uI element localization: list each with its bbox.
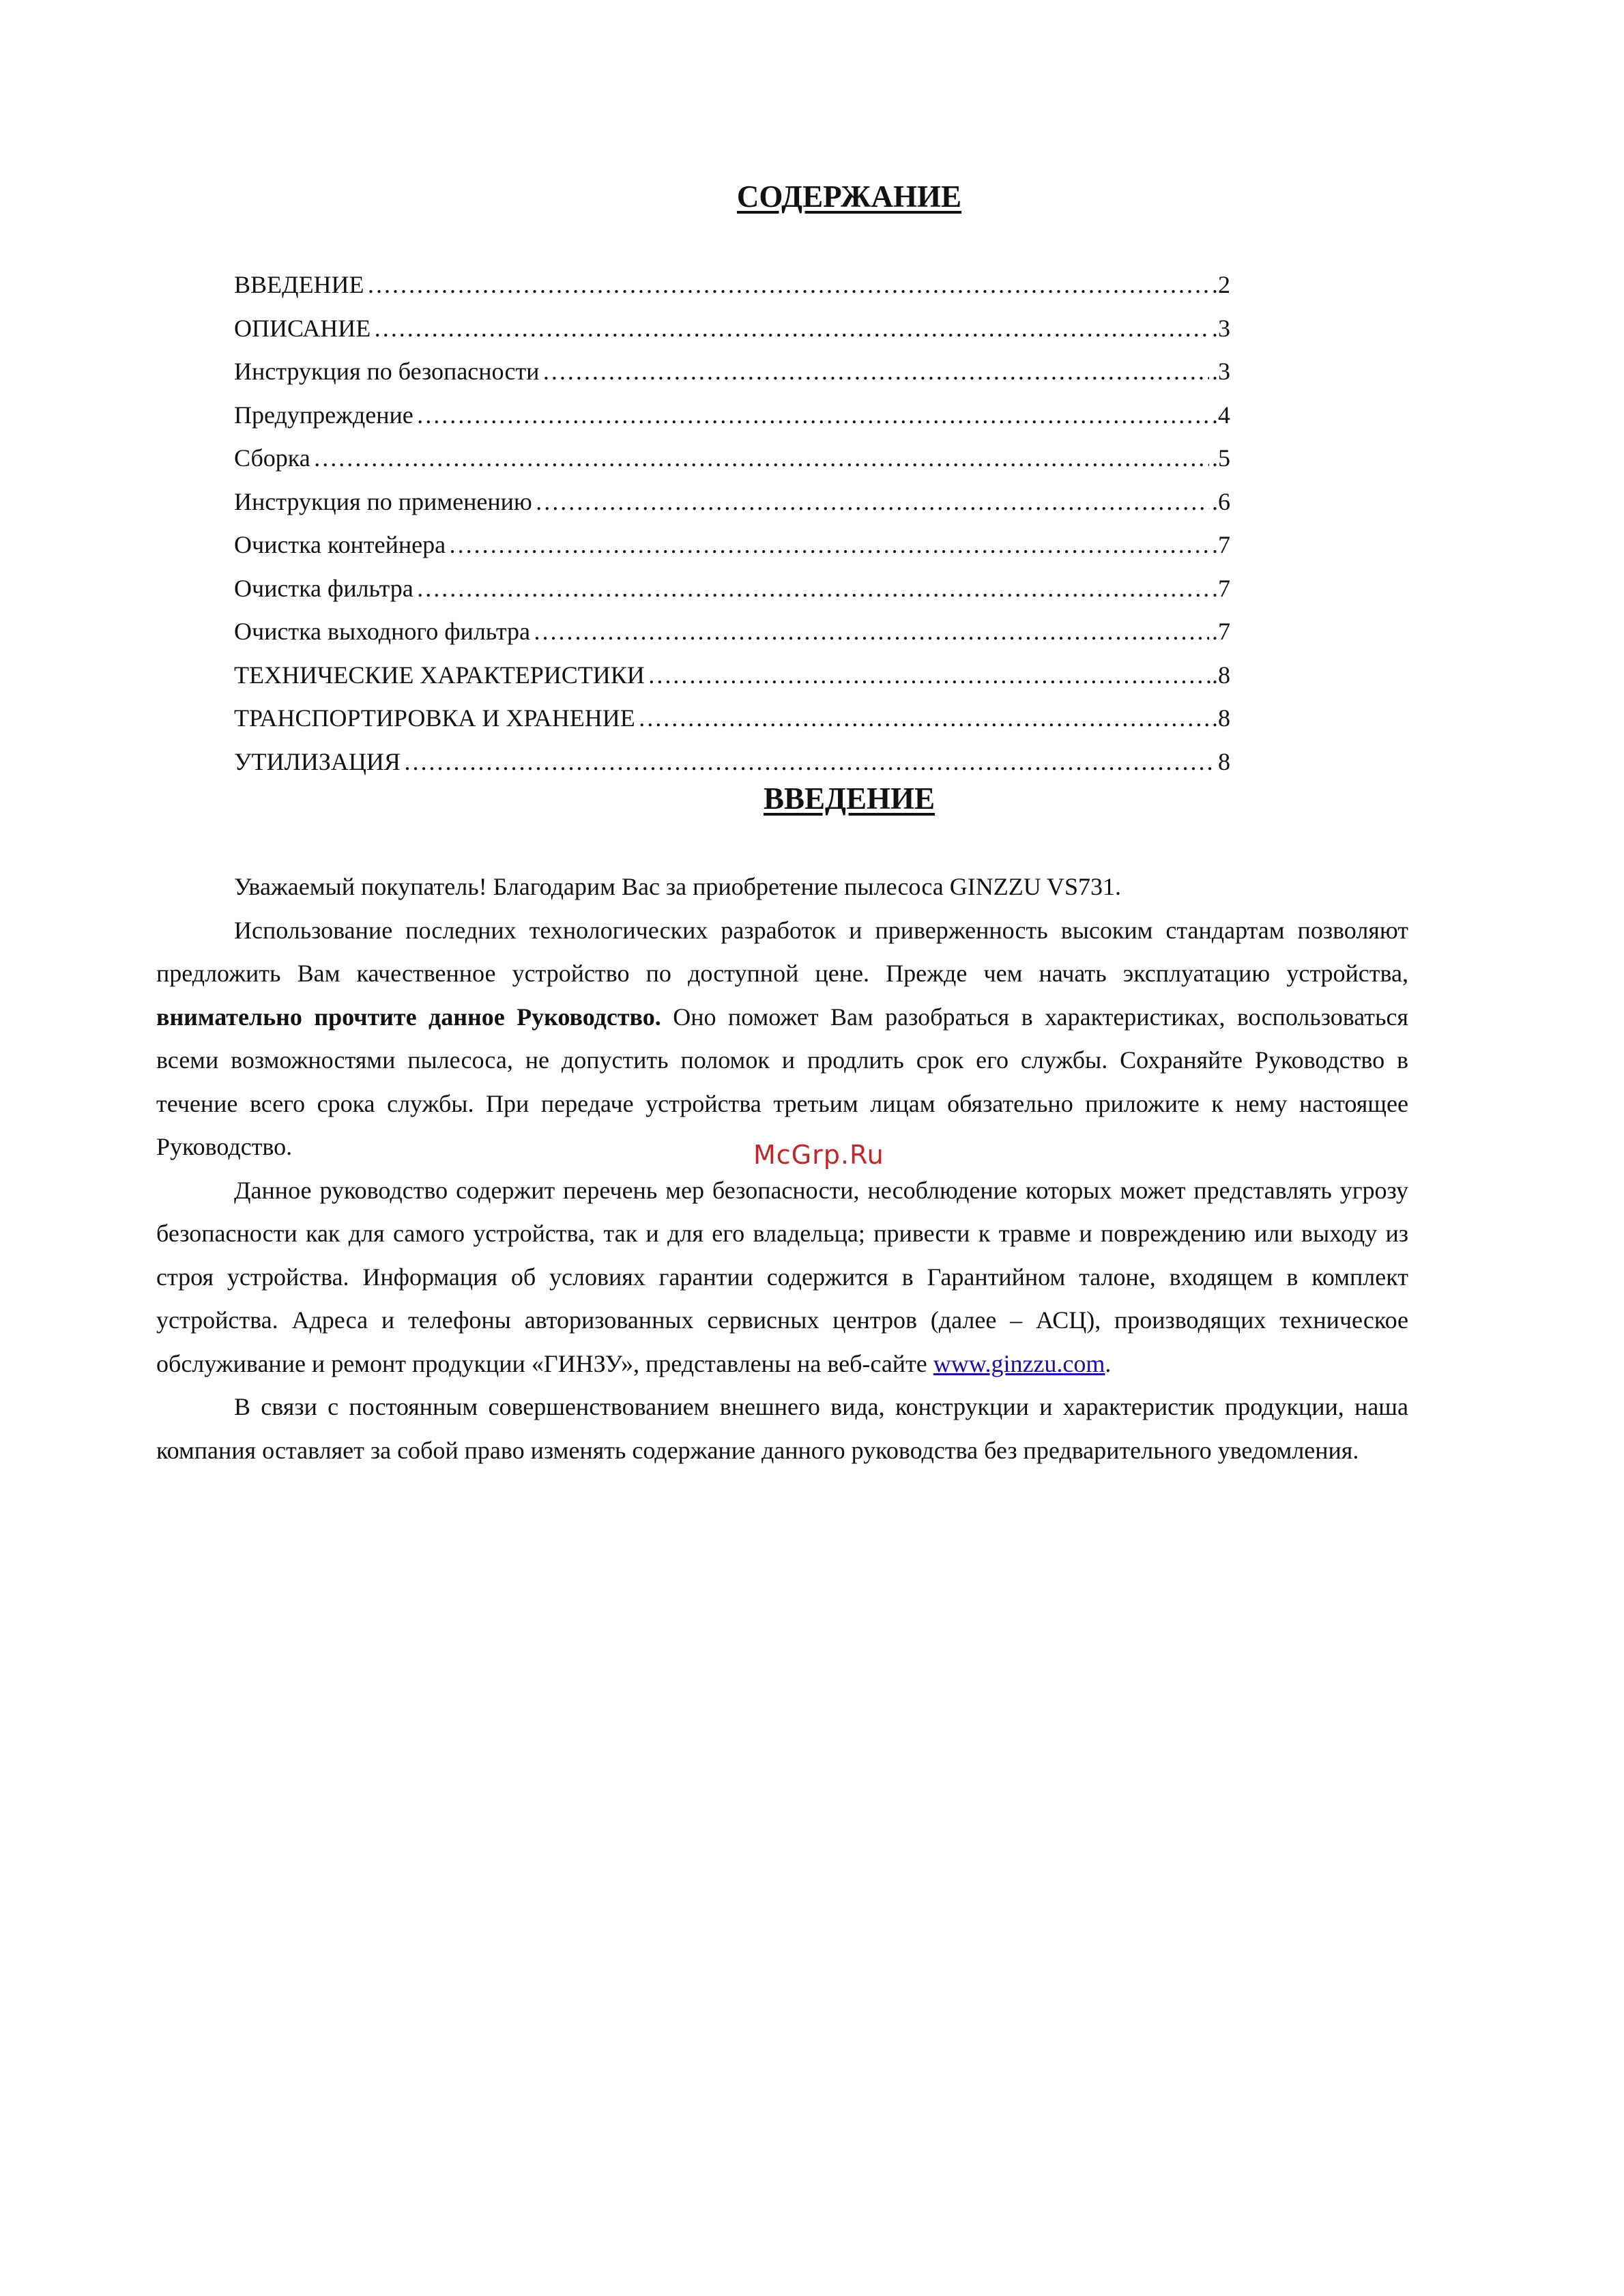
toc-item-page: .2 — [1212, 271, 1230, 298]
toc-dot-leader — [542, 350, 1209, 394]
intro-paragraph-3 — [156, 1169, 1408, 1386]
toc-dot-leader — [416, 394, 1209, 437]
toc-item[interactable] — [234, 697, 1230, 741]
intro-paragraph-2 — [156, 909, 1408, 1169]
toc-item-page: .3 — [1212, 358, 1230, 385]
intro-paragraph-4: В связи с постоянным совершенствованием внешнего вида, конструкции и характеристик продукции, наша компания оставляет за собой право изменять содержание данного руководства без предварительного уведомления. — [156, 1393, 1408, 1464]
toc-dot-leader — [535, 480, 1209, 524]
intro-paragraph-2-end: Оно поможет Вам разобраться в характеристиках, воспользоваться всеми возможностями пылесоса, не допустить поломок и продлить срок его службы. Сохраняйте Руководство в течение всего срока службы. При передаче устройства третьим лицам обязательно приложите к нему настоящее Руководство. — [156, 1003, 1408, 1160]
toc-title: СОДЕРЖАНИЕ — [736, 180, 962, 214]
toc-dot-leader — [638, 697, 1209, 741]
toc-item-label: Инструкция по применению — [234, 487, 532, 515]
toc-item-label: Очистка выходного фильтра — [234, 618, 530, 645]
intro-paragraph-2-start: Использование последних технологических разработок и приверженность высоким стандартам позволяют предложить Вам качественное устройство по доступной цене. Прежде чем начать эксплуатацию устройства, — [156, 916, 1408, 987]
toc-item-page: 8 — [1218, 747, 1230, 775]
toc-item[interactable] — [234, 741, 1230, 784]
toc-item[interactable] — [234, 350, 1230, 394]
toc-item-label: ТЕХНИЧЕСКИЕ ХАРАКТЕРИСТИКИ — [234, 661, 645, 689]
toc-dot-leader — [373, 307, 1209, 351]
toc-item-page: .4 — [1212, 401, 1230, 429]
toc-item[interactable] — [234, 523, 1230, 567]
toc-dot-leader — [313, 437, 1209, 480]
toc-item-label: Инструкция по безопасности — [234, 358, 540, 385]
toc-item-page: .7 — [1212, 618, 1230, 645]
intro-title: ВВЕДЕНИЕ — [763, 781, 936, 816]
intro-paragraph-1: Уважаемый покупатель! Благодарим Вас за приобретение пылесоса GINZZU VS731. — [234, 873, 1122, 900]
toc-item[interactable] — [234, 654, 1230, 698]
toc-item-page: .5 — [1212, 444, 1230, 472]
toc-item-page: .8 — [1212, 704, 1230, 732]
toc-dot-leader — [367, 263, 1209, 307]
toc-item-label: УТИЛИЗАЦИЯ — [234, 747, 401, 775]
watermark: McGrp.Ru — [753, 1140, 884, 1170]
table-of-contents — [234, 263, 1230, 784]
toc-item-page: .6 — [1212, 487, 1230, 515]
intro-paragraph-3-start: Данное руководство содержит перечень мер безопасности, несоблюдение которых может представлять угрозу безопасности как для самого устройства, так и для его владельца; привести к травме и повреждению или выходу из строя устройства. Информация об условиях гарантии содержится в Гарантийном талоне, входящем в комплект устройства. Адреса и телефоны авторизованных сервисных центров (далее – АСЦ), производящих техническое обслуживание и ремонт продукции «ГИНЗУ», представлены на веб-сайте — [156, 1176, 1408, 1377]
toc-item-label: Очистка контейнера — [234, 531, 446, 558]
toc-item[interactable] — [234, 567, 1230, 611]
toc-dot-leader — [533, 610, 1209, 654]
toc-dot-leader — [403, 741, 1215, 784]
toc-item-label: ВВЕДЕНИЕ — [234, 271, 364, 298]
website-link[interactable]: www.ginzzu.com — [933, 1349, 1105, 1377]
intro-paragraph-2-bold: внимательно прочтите данное Руководство. — [156, 1003, 661, 1031]
toc-item-page: .7 — [1212, 574, 1230, 602]
toc-item-label: Очистка фильтра — [234, 574, 414, 602]
toc-item[interactable] — [234, 437, 1230, 480]
toc-dot-leader — [648, 654, 1203, 698]
toc-item[interactable] — [234, 480, 1230, 524]
toc-item[interactable] — [234, 307, 1230, 351]
toc-item[interactable] — [234, 610, 1230, 654]
toc-item-label: Сборка — [234, 444, 310, 472]
toc-item[interactable] — [234, 394, 1230, 437]
toc-dot-leader — [448, 523, 1209, 567]
intro-paragraph-3-end: . — [1105, 1349, 1112, 1377]
toc-item-page: .7 — [1212, 531, 1230, 558]
toc-item-label: Предупреждение — [234, 401, 414, 429]
toc-dot-leader — [416, 567, 1209, 611]
toc-item[interactable] — [234, 263, 1230, 307]
toc-item-label: ТРАНСПОРТИРОВКА И ХРАНЕНИЕ — [234, 704, 635, 732]
toc-item-page: ..8 — [1206, 661, 1230, 689]
toc-item-label: ОПИСАНИЕ — [234, 314, 371, 342]
toc-item-page: .3 — [1212, 314, 1230, 342]
